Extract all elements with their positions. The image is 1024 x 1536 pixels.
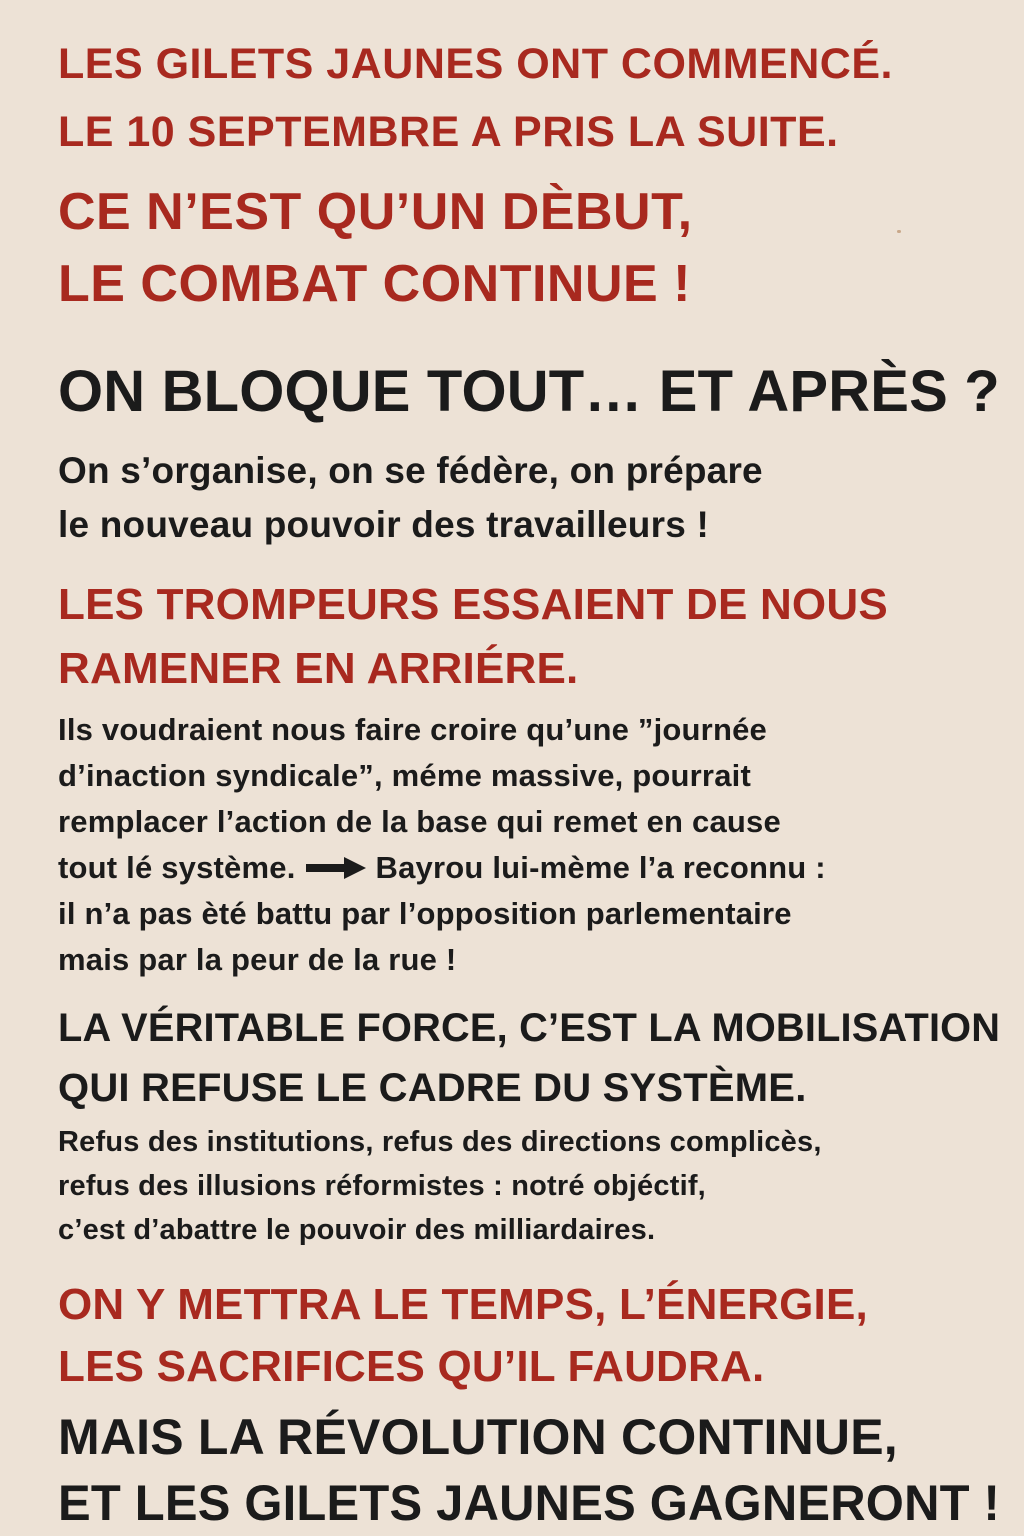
force-heading-line-1: LA VÉRITABLE FORCE, C’EST LA MOBILISATION [58,1006,1001,1050]
intro-line-1: LES GILETS JAUNES ONT COMMENCÉ. [58,40,893,88]
deceivers-body-line-4-end: Bayrou lui-mème l’a reconnu : [375,850,826,885]
force-heading-line-2: QUI REFUSE LE CADRE DU SYSTÈME. [58,1066,807,1110]
deceivers-body-line-4-start: tout lé système. [58,850,296,885]
question-sub-line-2: le nouveau pouvoir des travailleurs ! [58,504,709,545]
paper-speck [897,230,901,233]
closing-red-line-2: LES SACRIFICES QU’IL FAUDRA. [58,1342,765,1391]
closing-red-line-1: ON Y METTRA LE TEMPS, L’ÉNERGIE, [58,1280,868,1329]
intro-line-4: LE COMBAT CONTINUE ! [58,255,691,313]
deceivers-body-line-2: d’inaction syndicale”, méme massive, pourrait [58,758,751,793]
closing-dark-line-2: ET LES GILETS JAUNES GAGNERONT ! [58,1475,1001,1531]
force-body-line-2: refus des illusions réformistes : notré objéctif, [58,1170,706,1202]
intro-line-3: CE N’EST QU’UN DÈBUT, [58,183,693,241]
question-headline: ON BLOQUE TOUT… ET APRÈS ? [58,359,1000,424]
question-sub-line-1: On s’organise, on se fédère, on prépare [58,450,763,491]
closing-dark-line-1: MAIS LA RÉVOLUTION CONTINUE, [58,1409,898,1465]
deceivers-heading-line-1: LES TROMPEURS ESSAIENT DE NOUS [58,580,888,629]
force-body-line-1: Refus des institutions, refus des directions complicès, [58,1126,822,1158]
deceivers-body-line-6: mais par la peur de la rue ! [58,942,457,977]
deceivers-body-line-3: remplacer l’action de la base qui remet en cause [58,804,781,839]
deceivers-body-line-5: il n’a pas èté battu par l’opposition parlementaire [58,896,792,931]
deceivers-body-line-4 [58,850,826,886]
intro-line-2: LE 10 SEPTEMBRE A PRIS LA SUITE. [58,108,839,156]
deceivers-heading-line-2: RAMENER EN ARRIÉRE. [58,644,579,693]
force-body-line-3: c’est d’abattre le pouvoir des milliardaires. [58,1214,656,1246]
right-arrow-icon [304,856,368,880]
deceivers-body-line-1: Ils voudraient nous faire croire qu’une ”journée [58,712,767,747]
